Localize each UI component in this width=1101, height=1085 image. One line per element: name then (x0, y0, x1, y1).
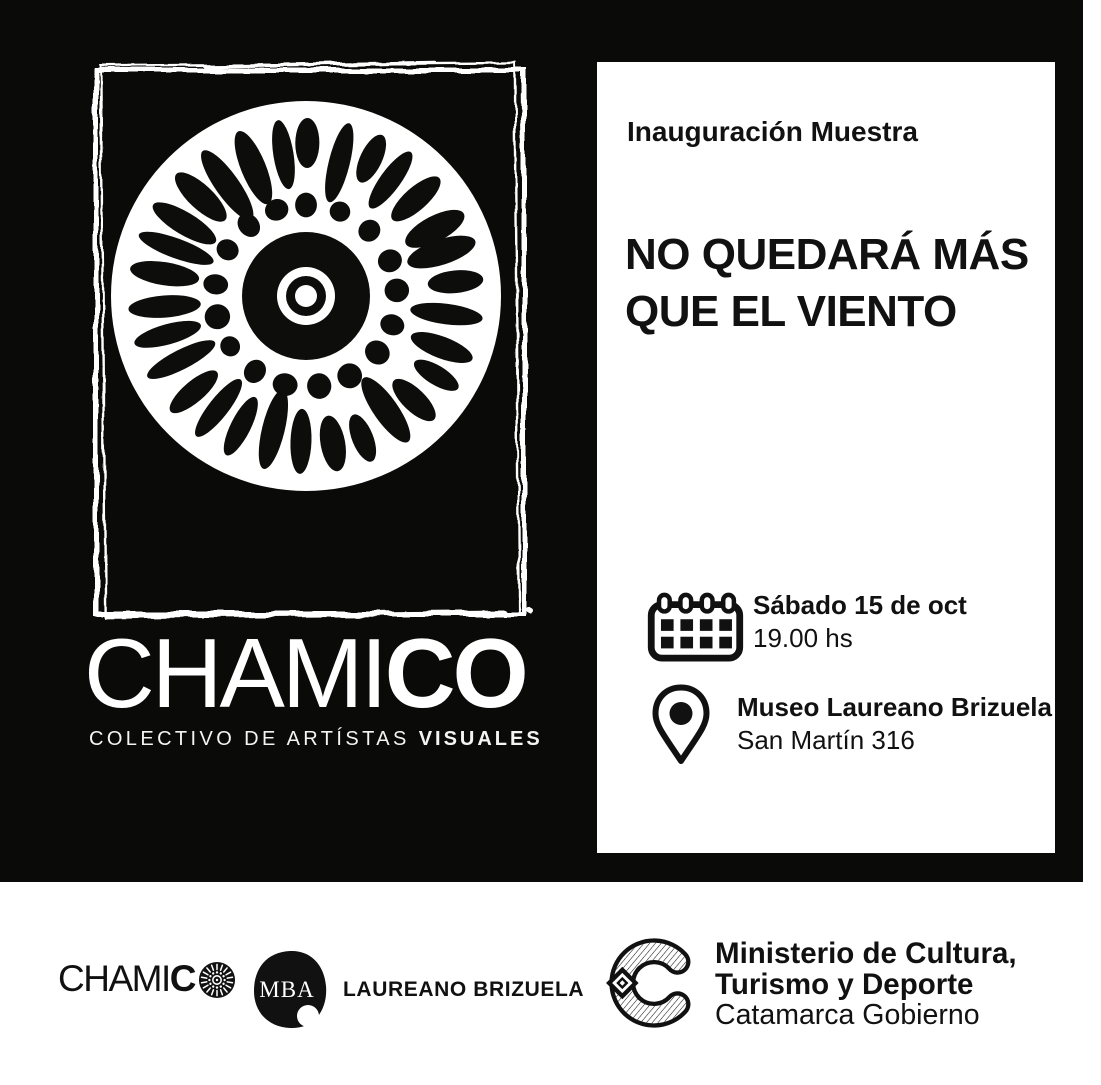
event-time: 19.00 hs (753, 623, 853, 653)
calendar-icon (645, 592, 745, 662)
event-kicker: Inauguración Muestra (627, 116, 918, 147)
wordmark-bold: CO (384, 618, 526, 728)
venue-name: Museo Laureano Brizuela (737, 692, 1052, 722)
wordmark-regular: CHAMI (84, 618, 385, 728)
exhibit-title-line1: NO QUEDARÁ MÁS (625, 230, 1029, 279)
footer-chamico-regular: CHAMI (58, 958, 170, 999)
event-datetime (753, 589, 967, 655)
exhibit-title-line2: QUE EL VIENTO (625, 287, 957, 336)
ministry-line3: Catamarca Gobierno (715, 999, 980, 1031)
venue-address: San Martín 316 (737, 725, 915, 755)
footer-chamico-text (58, 958, 195, 1000)
event-card (597, 62, 1055, 853)
footer-ministry-logo (606, 932, 1017, 1034)
chamico-tagline (89, 728, 543, 751)
sponsor-footer (0, 882, 1101, 1085)
footer-chamico-logo (58, 956, 236, 1002)
mba-label: LAUREANO BRIZUELA (343, 978, 585, 1001)
footer-mba-logo (250, 948, 584, 1032)
tagline-regular: COLECTIVO DE ARTÍSTAS (89, 728, 410, 750)
exhibit-title (625, 226, 1029, 340)
ministry-line2: Turismo y Deporte (715, 967, 974, 1001)
ministry-text (715, 932, 1017, 1031)
mba-monogram: MBA (259, 977, 315, 1002)
mba-palette-blob (250, 948, 330, 1032)
tagline-bold: VISUALES (418, 728, 543, 750)
chamico-mandala-o-icon (198, 961, 236, 999)
event-date: Sábado 15 de oct (753, 590, 967, 620)
chamico-wordmark (84, 618, 526, 728)
location-pin-icon (652, 684, 710, 766)
chamico-mandala-logo (111, 101, 501, 491)
footer-chamico-bold: C (169, 958, 195, 999)
event-venue (737, 691, 1052, 757)
ministry-c-emblem (606, 932, 702, 1034)
ministry-line1: Ministerio de Cultura, (715, 937, 1017, 970)
